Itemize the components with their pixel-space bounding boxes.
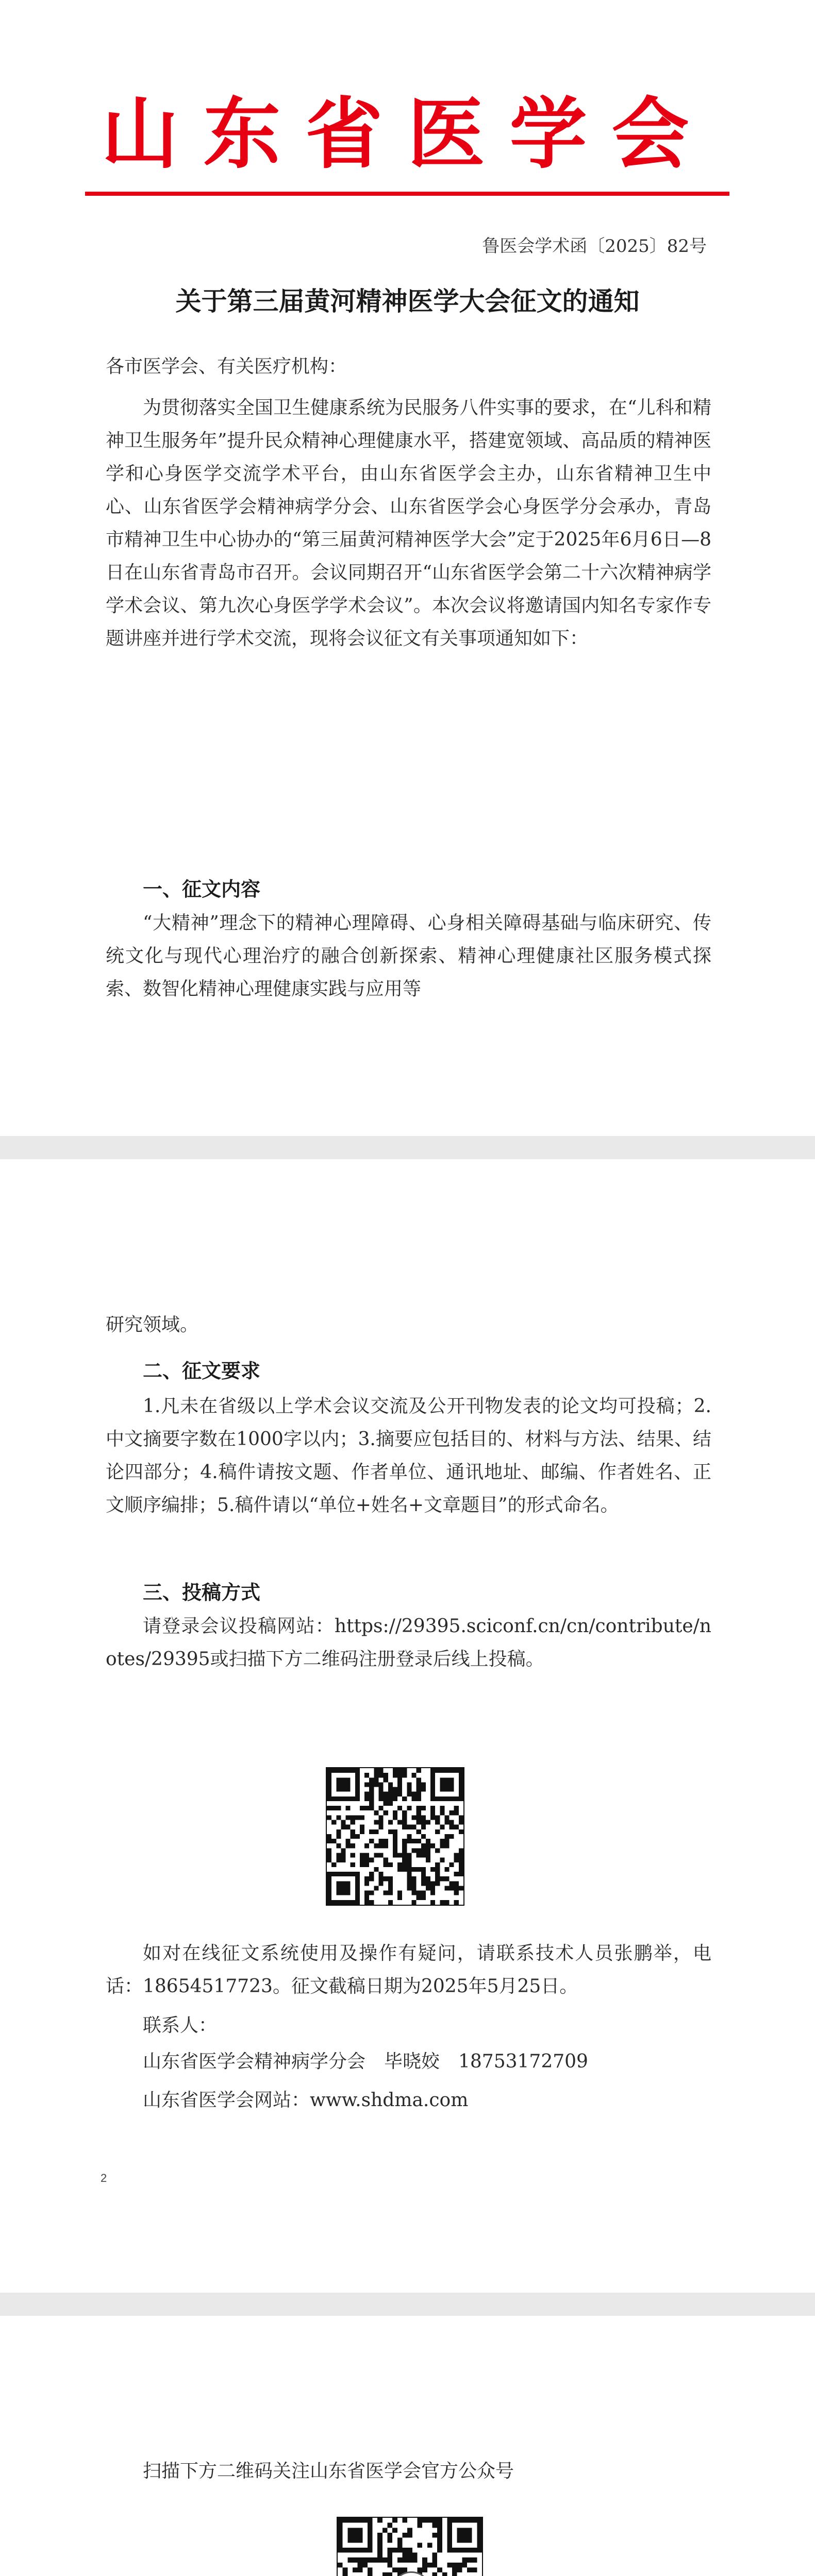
section-1-heading: 一、征文内容 xyxy=(143,877,261,901)
page-2 xyxy=(0,1159,815,2293)
section-2-text: 1.凡未在省级以上学术会议交流及公开刊物发表的论文均可投稿；2.中文摘要字数在1000字以内；3.摘要应包括目的、材料与方法、结果、结论四部分；4.稿件请按文题、作者单位、通讯地址、邮编、作者姓名、正文顺序编排；5.稿件请以“单位+姓名+文章题目”的形式命名。 xyxy=(106,1396,711,1516)
section-1-text-continued: 研究领域。 xyxy=(106,1314,199,1335)
wechat-qr-icon xyxy=(338,2518,482,2576)
wechat-qr-code[interactable] xyxy=(337,2517,483,2576)
section-1-text: “大精神”理念下的精神心理障碍、心身相关障碍基础与临床研究、传统文化与现代心理治疗的融合创新探索、精神心理健康社区服务模式探索、数智化精神心理健康实践与应用等 xyxy=(106,912,711,999)
contacts-label: 联系人： xyxy=(143,2015,218,2036)
section-3-heading: 三、投稿方式 xyxy=(143,1581,261,1604)
document-title: 关于第三届黄河精神医学大会征文的通知 xyxy=(175,286,640,316)
org-letterhead-title: 山东省医学会 xyxy=(101,89,714,179)
document-number: 鲁医会学术函〔2025〕82号 xyxy=(482,236,707,257)
submission-qr-code[interactable] xyxy=(326,1767,464,1906)
contact-line: 山东省医学会精神病学分会 毕晓姣 18753172709 xyxy=(143,2051,588,2072)
section-2-heading: 二、征文要求 xyxy=(143,1359,261,1382)
page-number-2: 2 xyxy=(101,2172,107,2184)
contact-paragraph: 如对在线征文系统使用及操作有疑问，请联系技术人员张鹏举，电话：18654517723。征文截稿日期为2025年5月25日。 xyxy=(106,1943,711,1997)
submission-qr-icon xyxy=(327,1768,463,1905)
letterhead-red-rule xyxy=(85,192,729,196)
website-line: 山东省医学会网站：www.shdma.com xyxy=(143,2090,469,2111)
section-3-text: 请登录会议投稿网站：https://29395.sciconf.cn/cn/contribute/notes/29395或扫描下方二维码注册登录后线上投稿。 xyxy=(106,1616,711,1670)
salutation: 各市医学会、有关医疗机构： xyxy=(106,356,347,377)
intro-paragraph: 为贯彻落实全国卫生健康系统为民服务八件实事的要求，在“儿科和精神卫生服务年”提升民众精神心理健康水平，搭建宽领域、高品质的精神医学和心身医学交流学术平台，由山东省医学会主办，山东省精神卫生中心、山东省医学会精神病学分会、山东省医学会心身医学分会承办，青岛市精神卫生中心协办的“第三届黄河精神医学大会”定于2025年6月6日—8日在山东省青岛市召开。会议同期召开“山东省医学会第二十六次精神病学学术会议、第九次心身医学学术会议”。本次会议将邀请国内知名专家作专题讲座并进行学术交流，现将会议征文有关事项通知如下： xyxy=(106,397,711,649)
page-3 xyxy=(0,2316,815,2576)
page-1 xyxy=(0,0,815,1136)
wechat-prompt: 扫描下方二维码关注山东省医学会官方公众号 xyxy=(143,2461,514,2482)
